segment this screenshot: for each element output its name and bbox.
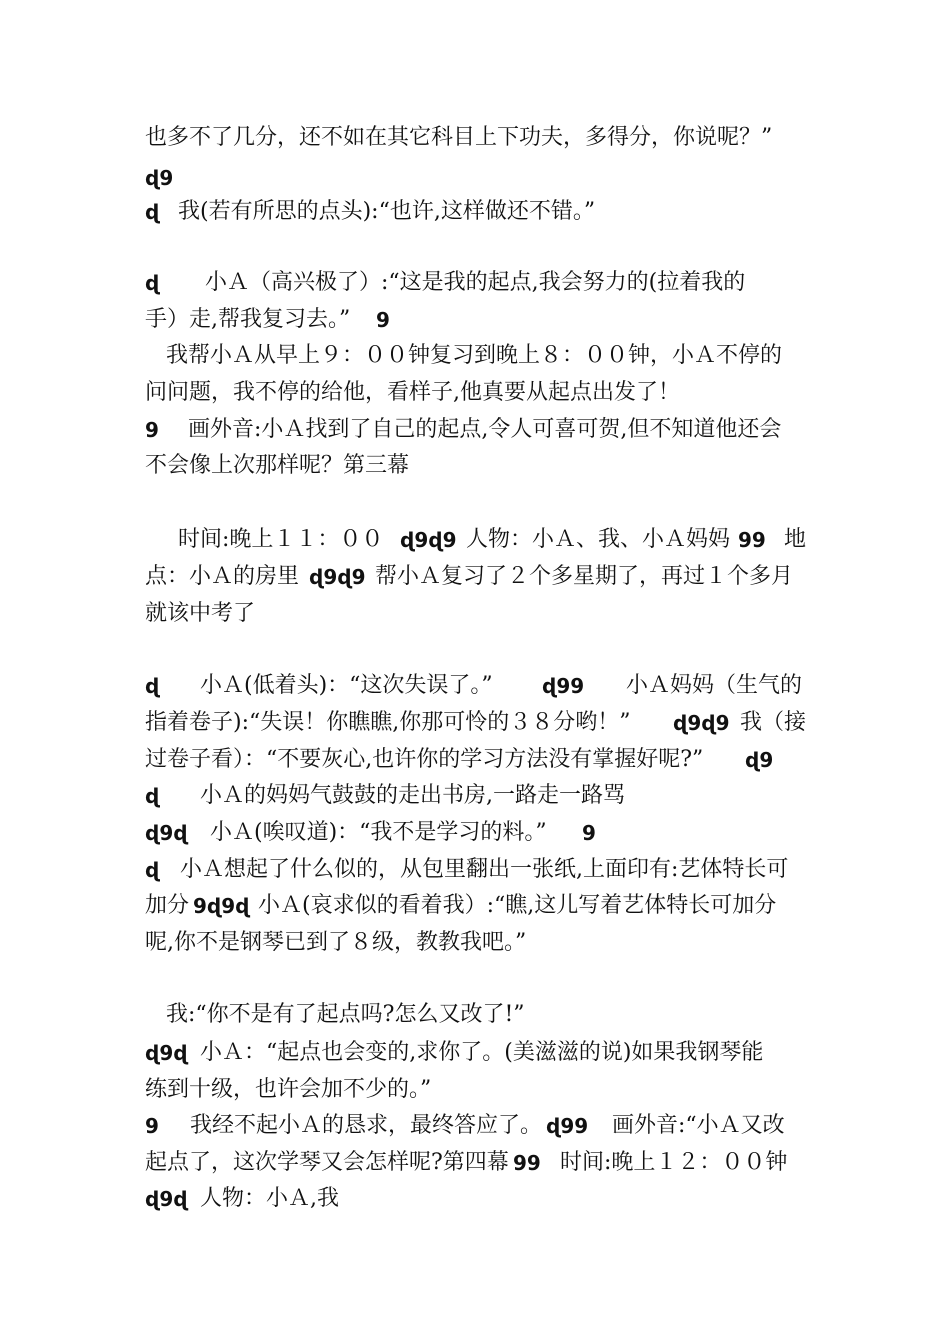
garbled-marker: ɖ9ɖ9 xyxy=(673,711,730,735)
text-line xyxy=(0,1072,950,1108)
text-line xyxy=(0,375,950,411)
text-line xyxy=(0,120,950,156)
line-text: 不会像上次那样呢？第三幕 xyxy=(145,453,410,478)
text-line xyxy=(0,742,950,778)
garbled-marker: ɖ9 xyxy=(745,748,774,772)
line-text: 人物：小Ａ,我 xyxy=(200,1186,339,1211)
line-text: 时间:晚上１２：００钟 xyxy=(560,1150,788,1175)
text-line xyxy=(0,302,950,338)
garbled-marker: ɖ9ɖ9 xyxy=(309,565,366,589)
garbled-marker: 99 xyxy=(738,528,766,552)
text-line xyxy=(0,265,950,301)
garbled-marker: ɖ99 xyxy=(546,1114,589,1138)
text-line xyxy=(0,448,950,484)
line-text: 加分 xyxy=(145,893,190,918)
text-line xyxy=(0,778,950,814)
text-line xyxy=(0,1035,950,1071)
line-text: 问问题，我不停的给他，看样子,他真要从起点出发了！ xyxy=(145,380,680,405)
line-text: 指着卷子):“失误！你瞧瞧,你那可怜的３８分哟！” xyxy=(145,710,631,735)
line-text: 我(若有所思的点头):“也许,这样做还不错。” xyxy=(178,199,596,224)
garbled-marker: 9 xyxy=(376,308,390,332)
text-line xyxy=(0,815,950,851)
line-text: 时间:晚上１１：００ xyxy=(178,527,384,552)
line-text: 点：小Ａ的房里 xyxy=(145,564,300,589)
garbled-marker: ɖ99 xyxy=(542,674,585,698)
line-text: 小Ａ（高兴极了）:“这是我的起点,我会努力的(拉着我的 xyxy=(205,270,746,295)
line-text: 我:“你不是有了起点吗?怎么又改了!” xyxy=(166,1002,525,1027)
text-line xyxy=(0,194,950,230)
garbled-marker: ɖ9 xyxy=(145,166,174,190)
line-text: 就该中考了 xyxy=(145,601,256,626)
text-line xyxy=(0,852,950,888)
line-text: 小Ａ(哀求似的看着我）:“瞧,这儿写着艺体特长可加分 xyxy=(258,893,777,918)
line-text: 我帮小Ａ从早上９：００钟复习到晚上８：００钟，小Ａ不停的 xyxy=(166,343,783,368)
garbled-marker: 9 xyxy=(582,821,596,845)
text-line xyxy=(0,412,950,448)
text-line xyxy=(0,596,950,632)
line-text: 画外音:小Ａ找到了自己的起点,令人可喜可贺,但不知道他还会 xyxy=(188,417,782,442)
garbled-marker: ɖ xyxy=(145,200,160,224)
garbled-marker: ɖ xyxy=(145,271,160,295)
line-text: 人物：小Ａ、我、小Ａ妈妈 xyxy=(466,527,731,552)
line-text: 呢,你不是钢琴已到了８级，教教我吧。” xyxy=(145,930,527,955)
line-text: 帮小Ａ复习了２个多星期了，再过１个多月 xyxy=(375,564,794,589)
text-line xyxy=(0,1108,950,1144)
line-text: 也多不了几分，还不如在其它科目上下功夫，多得分，你说呢？” xyxy=(145,125,773,150)
line-text: 小Ａ(唉叹道)：“我不是学习的料。” xyxy=(210,820,547,845)
line-text: 地 xyxy=(784,527,807,552)
text-line xyxy=(0,1145,950,1181)
line-text: 小Ａ的妈妈气鼓鼓的走出书房,一路走一路骂 xyxy=(200,783,625,808)
garbled-marker: ɖ9ɖ9 xyxy=(400,528,457,552)
garbled-marker: ɖ9ɖ xyxy=(145,1187,188,1211)
text-line xyxy=(0,668,950,704)
garbled-marker: 9 xyxy=(145,1114,159,1138)
line-text: 画外音:“小Ａ又改 xyxy=(612,1113,785,1138)
line-text: 我经不起小Ａ的恳求，最终答应了。 xyxy=(190,1113,543,1138)
text-line xyxy=(0,559,950,595)
garbled-marker: 9 xyxy=(145,418,159,442)
text-line xyxy=(0,888,950,924)
line-text: 我（接 xyxy=(740,710,807,735)
text-line xyxy=(0,997,950,1033)
garbled-marker: ɖ xyxy=(145,784,160,808)
text-line xyxy=(0,522,950,558)
garbled-marker: ɖ xyxy=(145,858,160,882)
garbled-marker: ɖ xyxy=(145,674,160,698)
text-line xyxy=(0,338,950,374)
text-line xyxy=(0,1181,950,1217)
line-text: 小Ａ想起了什么似的，从包里翻出一张纸,上面印有:艺体特长可 xyxy=(180,857,789,882)
garbled-marker: ɖ9ɖ xyxy=(145,821,188,845)
line-text: 过卷子看）：“不要灰心,也许你的学习方法没有掌握好呢?” xyxy=(145,747,704,772)
line-text: 小Ａ(低着头)：“这次失误了。” xyxy=(200,673,493,698)
line-text: 练到十级，也许会加不少的。” xyxy=(145,1077,432,1102)
line-text: 小Ａ妈妈（生气的 xyxy=(626,673,803,698)
text-line xyxy=(0,160,950,196)
garbled-marker: ɖ9ɖ xyxy=(145,1041,188,1065)
text-line xyxy=(0,925,950,961)
garbled-marker: 99 xyxy=(513,1151,541,1175)
garbled-marker: 9ɖ9ɖ xyxy=(193,894,250,918)
line-text: 小Ａ：“起点也会变的,求你了。(美滋滋的说)如果我钢琴能 xyxy=(200,1040,764,1065)
line-text: 起点了，这次学琴又会怎样呢?第四幕 xyxy=(145,1150,509,1175)
line-text: 手）走,帮我复习去。” xyxy=(145,307,351,332)
text-line xyxy=(0,705,950,741)
